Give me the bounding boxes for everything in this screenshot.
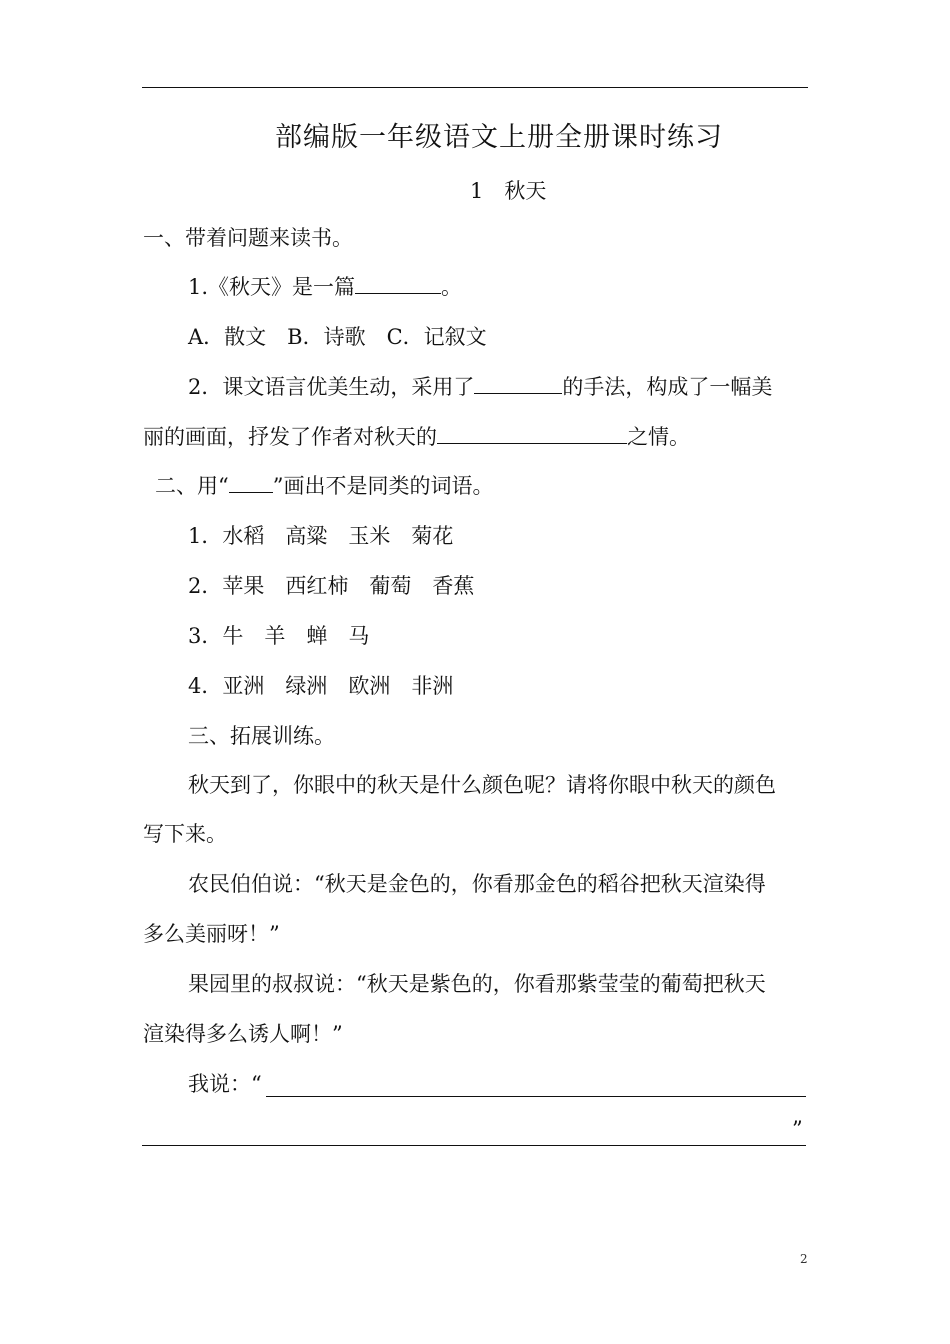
- section-2-heading-text: 二、用“: [155, 474, 229, 498]
- question-2-line-1: [188, 373, 772, 401]
- question-2-end: 之情。: [627, 425, 690, 449]
- underline-sample: [229, 474, 273, 493]
- header-rule: [142, 87, 808, 88]
- paragraph-2-line-1: 农民伯伯说：“秋天是金色的，你看那金色的稻谷把秋天渲染得: [188, 872, 766, 896]
- paragraph-2-line-2: 多么美丽呀！”: [143, 922, 280, 946]
- question-2-text: 2．课文语言优美生动，采用了: [188, 375, 475, 399]
- section-1-heading: 一、带着问题来读书。: [143, 226, 353, 250]
- question-1-options: A．散文 B．诗歌 C．记叙文: [188, 325, 487, 349]
- paragraph-1-line-1: 秋天到了，你眼中的秋天是什么颜色呢？请将你眼中秋天的颜色: [188, 773, 776, 797]
- paragraph-3-line-2: 渲染得多么诱人啊！”: [143, 1022, 343, 1046]
- answer-line-1[interactable]: [266, 1096, 806, 1097]
- word-group-4: 4．亚洲 绿洲 欧洲 非洲: [188, 674, 454, 698]
- section-2-heading-text-cont: ”画出不是同类的词语。: [272, 474, 494, 498]
- question-1: [188, 273, 462, 301]
- question-2-text: 丽的画面，抒发了作者对秋天的: [143, 425, 437, 449]
- question-1-text: 1.《秋天》是一篇: [188, 275, 356, 299]
- word-group-3: 3．牛 羊 蝉 马: [188, 624, 370, 648]
- word-group-2: 2．苹果 西红柿 葡萄 香蕉: [188, 574, 475, 598]
- paragraph-1-line-2: 写下来。: [143, 822, 227, 846]
- closing-quote: ”: [792, 1117, 803, 1141]
- question-1-end: 。: [441, 275, 463, 299]
- word-group-1: 1．水稻 高粱 玉米 菊花: [188, 524, 454, 548]
- section-2-heading: [155, 472, 494, 500]
- my-answer-label: 我说：“: [188, 1072, 262, 1096]
- question-2-text-cont: 的手法，构成了一幅美: [562, 375, 773, 399]
- paragraph-3-line-1: 果园里的叔叔说：“秋天是紫色的，你看那紫莹莹的葡萄把秋天: [188, 972, 766, 996]
- page-title: 部编版一年级语文上册全册课时练习: [275, 122, 723, 153]
- section-3-heading: 三、拓展训练。: [188, 724, 335, 748]
- answer-blank[interactable]: [437, 425, 627, 444]
- question-2-line-2: [143, 423, 690, 451]
- answer-line-2[interactable]: [142, 1145, 806, 1146]
- lesson-title: 1 秋天: [470, 179, 547, 203]
- answer-blank[interactable]: [474, 375, 562, 394]
- answer-blank[interactable]: [355, 275, 441, 294]
- page-number: 2: [800, 1252, 808, 1266]
